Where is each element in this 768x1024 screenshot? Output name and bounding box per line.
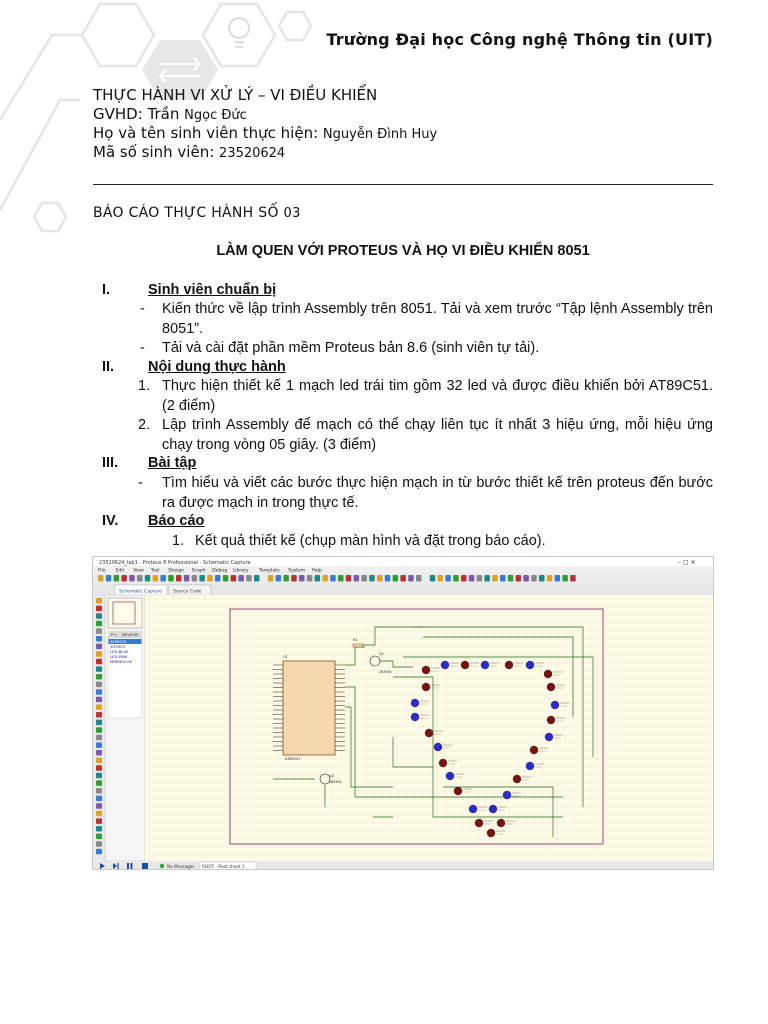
- lecturer-name: Ngọc Đức: [184, 108, 247, 123]
- mode-icon[interactable]: [96, 742, 102, 748]
- toolbar-icon[interactable]: [322, 575, 328, 582]
- mode-icon[interactable]: [96, 606, 102, 612]
- toolbar-icon[interactable]: [492, 575, 498, 582]
- led: [475, 819, 483, 827]
- section-number: I.: [102, 282, 111, 298]
- devices-header-label: P L: [111, 632, 117, 637]
- toolbar-icon[interactable]: [238, 575, 244, 582]
- toolbar-icon[interactable]: [354, 575, 360, 582]
- section-title: Sinh viên chuẩn bị: [148, 282, 277, 298]
- list-number: 1.: [172, 533, 185, 549]
- proteus-screenshot: [92, 556, 714, 870]
- toolbar-icon[interactable]: [231, 575, 237, 582]
- mode-icon[interactable]: [96, 644, 102, 650]
- mode-icon[interactable]: [96, 849, 102, 855]
- toolbar-icon[interactable]: [385, 575, 391, 582]
- device-item[interactable]: MINRES10K: [110, 659, 133, 664]
- menu-bar[interactable]: [98, 568, 322, 574]
- toolbar-icon[interactable]: [184, 575, 190, 582]
- list-item-text: Kết quả thiết kế (chụp màn hình và đặt trong báo cáo).: [195, 533, 546, 549]
- toolbar-icon[interactable]: [453, 575, 459, 582]
- led: [469, 805, 477, 813]
- document-title: LÀM QUEN VỚI PROTEUS VÀ HỌ VI ĐIỀU KHIỂN 8051: [216, 243, 590, 259]
- toolbar-icon[interactable]: [516, 575, 522, 582]
- mode-icon[interactable]: [96, 651, 102, 657]
- toolbar-icon[interactable]: [153, 575, 159, 582]
- led: [434, 743, 442, 751]
- toolbar-icon[interactable]: [562, 575, 568, 582]
- led: [422, 666, 430, 674]
- bullet-text: Tìm hiểu và viết các bước thực hiện mạch in từ bước thiết kế trên proteus đến bước ra được mạch in trong thực tế.: [162, 475, 713, 511]
- mode-icon[interactable]: [96, 689, 102, 695]
- mode-icon[interactable]: [96, 674, 102, 680]
- mcu-chip[interactable]: [283, 661, 335, 755]
- mode-icon[interactable]: [96, 834, 102, 840]
- toolbar-icon[interactable]: [307, 575, 313, 582]
- led: [411, 699, 419, 707]
- mode-icon[interactable]: [96, 788, 102, 794]
- mode-icon[interactable]: [96, 727, 102, 733]
- toolbar-icon[interactable]: [291, 575, 297, 582]
- toolbar-icon[interactable]: [555, 575, 561, 582]
- toolbar-icon[interactable]: [430, 575, 436, 582]
- student-id-value: 23520624: [219, 146, 286, 161]
- toolbar-icon[interactable]: [114, 575, 120, 582]
- devices-header-text: DEVICES: [122, 632, 139, 637]
- report-label: BÁO CÁO THỰC HÀNH SỐ: [93, 205, 284, 221]
- resistor-ref: R1: [353, 638, 358, 642]
- tab-schematic-label: Schematic Capture: [119, 589, 162, 595]
- toolbar-icon[interactable]: [137, 575, 143, 582]
- led: [487, 829, 495, 837]
- section-number: II.: [102, 359, 115, 375]
- mode-icon[interactable]: [96, 811, 102, 817]
- proteus-window: [93, 557, 714, 870]
- mode-icon[interactable]: [96, 720, 102, 726]
- q2-ref: Q2: [329, 774, 334, 778]
- led: [545, 733, 553, 741]
- bullet-dash: -: [138, 475, 143, 491]
- led: [526, 661, 534, 669]
- menu-item[interactable]: Template: [259, 568, 280, 574]
- menu-item[interactable]: Tool: [150, 568, 160, 574]
- led: [454, 787, 462, 795]
- toolbar-icon[interactable]: [416, 575, 422, 582]
- messages-icon: [160, 864, 164, 868]
- led: [446, 772, 454, 780]
- tab-source-label: Source Code: [173, 589, 202, 595]
- toolbar-icon[interactable]: [121, 575, 127, 582]
- led: [461, 661, 469, 669]
- toolbar-icon[interactable]: [438, 575, 444, 582]
- led: [503, 791, 511, 799]
- mode-icon[interactable]: [96, 780, 102, 786]
- menu-item[interactable]: View: [133, 568, 144, 574]
- resistor[interactable]: [353, 644, 363, 647]
- decor-line: [0, 100, 80, 210]
- toolbar-icon[interactable]: [361, 575, 367, 582]
- toolbar-icon[interactable]: [570, 575, 576, 582]
- menu-item[interactable]: Graph: [191, 568, 206, 574]
- toolbar-icon[interactable]: [223, 575, 229, 582]
- toolbar-icon[interactable]: [299, 575, 305, 582]
- led: [544, 670, 552, 678]
- led: [526, 762, 534, 770]
- mode-icon[interactable]: [96, 765, 102, 771]
- mode-icon[interactable]: [96, 682, 102, 688]
- toolbar-icon[interactable]: [408, 575, 414, 582]
- mode-icon[interactable]: [96, 818, 102, 824]
- toolbar-icon[interactable]: [98, 575, 104, 582]
- header-divider: [93, 184, 713, 185]
- toolbar-icon[interactable]: [531, 575, 537, 582]
- toolbar-icon[interactable]: [246, 575, 252, 582]
- mode-icon[interactable]: [96, 773, 102, 779]
- hexagon-shape: [82, 4, 154, 66]
- mode-icon[interactable]: [96, 697, 102, 703]
- lecturer-line: [93, 105, 247, 125]
- toolbar-icon[interactable]: [268, 575, 274, 582]
- menu-item[interactable]: Help: [311, 568, 322, 574]
- toolbar-icon[interactable]: [215, 575, 221, 582]
- toolbar-icon[interactable]: [338, 575, 344, 582]
- led: [505, 661, 513, 669]
- mode-icon[interactable]: [96, 613, 102, 619]
- mode-icon[interactable]: [96, 803, 102, 809]
- led: [497, 819, 505, 827]
- section-title: Nội dung thực hành: [148, 359, 286, 375]
- led: [425, 729, 433, 737]
- toolbar-icon[interactable]: [192, 575, 198, 582]
- mode-icon[interactable]: [96, 750, 102, 756]
- q1-ref: Q1: [379, 652, 384, 656]
- toolbar-icon[interactable]: [160, 575, 166, 582]
- toolbar-icon[interactable]: [477, 575, 483, 582]
- device-item[interactable]: AT89C51: [110, 639, 127, 644]
- student-id-label: Mã số sinh viên:: [93, 143, 220, 161]
- toolbar-icon[interactable]: [400, 575, 406, 582]
- hexagon-shape: [34, 203, 66, 231]
- report-heading: [93, 205, 301, 221]
- bullet-text: Tải và cài đặt phần mềm Proteus bản 8.6 (sinh viên tự tải).: [162, 340, 540, 356]
- menu-item[interactable]: System: [288, 568, 306, 574]
- q1-part: 2N3904: [379, 670, 392, 674]
- section-number: III.: [102, 455, 119, 471]
- menu-item[interactable]: Edit: [115, 568, 125, 574]
- window-controls[interactable]: – □ ✕: [678, 559, 696, 566]
- section-number: IV.: [102, 513, 119, 529]
- toolbar-icon[interactable]: [207, 575, 213, 582]
- mode-icon[interactable]: [96, 636, 102, 642]
- status-messages: No Messages: [167, 864, 195, 869]
- toolbar-icon[interactable]: [547, 575, 553, 582]
- toolbar-icon[interactable]: [346, 575, 352, 582]
- led: [439, 759, 447, 767]
- toolbar-icon[interactable]: [315, 575, 321, 582]
- led: [551, 701, 559, 709]
- toolbar-icon[interactable]: [199, 575, 205, 582]
- mode-icon[interactable]: [96, 841, 102, 847]
- student-line: [93, 124, 437, 144]
- mode-icon[interactable]: [96, 758, 102, 764]
- list-number: 1.: [138, 378, 151, 394]
- menu-item[interactable]: Debug: [212, 568, 228, 574]
- toolbar-icon[interactable]: [539, 575, 545, 582]
- led: [530, 746, 538, 754]
- toolbar-icon[interactable]: [508, 575, 514, 582]
- student-id-line: [93, 143, 285, 163]
- toolbar-icon[interactable]: [254, 575, 260, 582]
- toolbar-icon[interactable]: [461, 575, 467, 582]
- mode-icon[interactable]: [96, 796, 102, 802]
- led: [411, 713, 419, 721]
- led: [422, 683, 430, 691]
- toolbar-icon[interactable]: [523, 575, 529, 582]
- toolbar-icon[interactable]: [106, 575, 112, 582]
- toolbar-icon[interactable]: [500, 575, 506, 582]
- device-item[interactable]: 2N3904: [110, 644, 125, 649]
- university-name: Trường Đại học Công nghệ Thông tin (UIT): [326, 30, 713, 49]
- led: [489, 805, 497, 813]
- list-item-text: Lập trình Assembly để mạch có thể chạy liên tục ít nhất 3 hiệu ứng, mỗi hiệu ứng chạy trong vòng 05 giây. (3 điểm): [162, 417, 713, 453]
- lecturer-label: GVHD: Trần: [93, 105, 185, 123]
- menu-item[interactable]: Design: [168, 568, 184, 574]
- mode-icon[interactable]: [96, 666, 102, 672]
- toolbar-icon[interactable]: [445, 575, 451, 582]
- toolbar-icon[interactable]: [469, 575, 475, 582]
- toolbar-icon[interactable]: [168, 575, 174, 582]
- mode-icon[interactable]: [96, 659, 102, 665]
- report-number: 03: [283, 206, 301, 221]
- course-title: THỰC HÀNH VI XỬ LÝ – VI ĐIỀU KHIỂN: [93, 86, 378, 104]
- section-title: Báo cáo: [148, 513, 205, 529]
- lightbulb-icon: [229, 18, 249, 47]
- toolbar-icon[interactable]: [129, 575, 135, 582]
- menu-item[interactable]: File: [98, 568, 106, 574]
- step-bar: [118, 863, 119, 869]
- q2-part: 2N3904: [329, 780, 342, 784]
- student-name: Nguyễn Đình Huy: [322, 127, 438, 142]
- section-title: Bài tập: [148, 455, 197, 471]
- toolbar-icon[interactable]: [393, 575, 399, 582]
- toolbar-icon[interactable]: [283, 575, 289, 582]
- toolbar-icon[interactable]: [369, 575, 375, 582]
- list-item-text: Thực hiện thiết kế 1 mạch led trái tim gồm 32 led và được điều khiển bởi AT89C51. (2 điểm): [162, 378, 713, 414]
- mode-icon[interactable]: [96, 735, 102, 741]
- bullet-dash: -: [140, 340, 145, 356]
- student-label: Họ và tên sinh viên thực hiện:: [93, 124, 323, 142]
- mode-icon[interactable]: [96, 826, 102, 832]
- led: [481, 661, 489, 669]
- device-item[interactable]: LED-PINK: [110, 654, 128, 659]
- status-sheet: ROOT - Root sheet 1: [202, 864, 245, 869]
- toolbar-icon[interactable]: [176, 575, 182, 582]
- bullet-dash: -: [140, 301, 145, 317]
- toolbar-icon[interactable]: [377, 575, 383, 582]
- stop-icon[interactable]: [142, 863, 148, 869]
- led: [441, 661, 449, 669]
- toolbar-icon[interactable]: [145, 575, 151, 582]
- led: [547, 716, 555, 724]
- led: [547, 683, 555, 691]
- hexagon-shape: [203, 4, 275, 66]
- list-number: 2.: [138, 417, 151, 433]
- toolbar-icon[interactable]: [276, 575, 282, 582]
- decor-line: [0, 35, 82, 120]
- device-item[interactable]: LED-BLUE: [110, 649, 129, 654]
- mode-icon[interactable]: [96, 704, 102, 710]
- menu-item[interactable]: Library: [232, 568, 249, 574]
- mode-icon[interactable]: [96, 712, 102, 718]
- pause-icon-bar: [131, 863, 133, 869]
- mode-icon[interactable]: [96, 598, 102, 604]
- bullet-text: Kiến thức về lập trình Assembly trên 8051. Tải và xem trước “Tập lệnh Assembly trên 8051”.: [162, 301, 713, 337]
- window-title: 23520624_lab1 - Proteus 8 Professional - Schematic Capture: [99, 560, 251, 566]
- hexagon-shape: [279, 12, 311, 40]
- pause-icon[interactable]: [127, 863, 129, 869]
- mode-icon[interactable]: [96, 628, 102, 634]
- mcu-ref: U1: [283, 655, 288, 659]
- toolbar-icon[interactable]: [484, 575, 490, 582]
- toolbar-icon[interactable]: [330, 575, 336, 582]
- mode-icon[interactable]: [96, 621, 102, 627]
- mcu-part: AT89C51: [285, 757, 301, 761]
- led: [513, 775, 521, 783]
